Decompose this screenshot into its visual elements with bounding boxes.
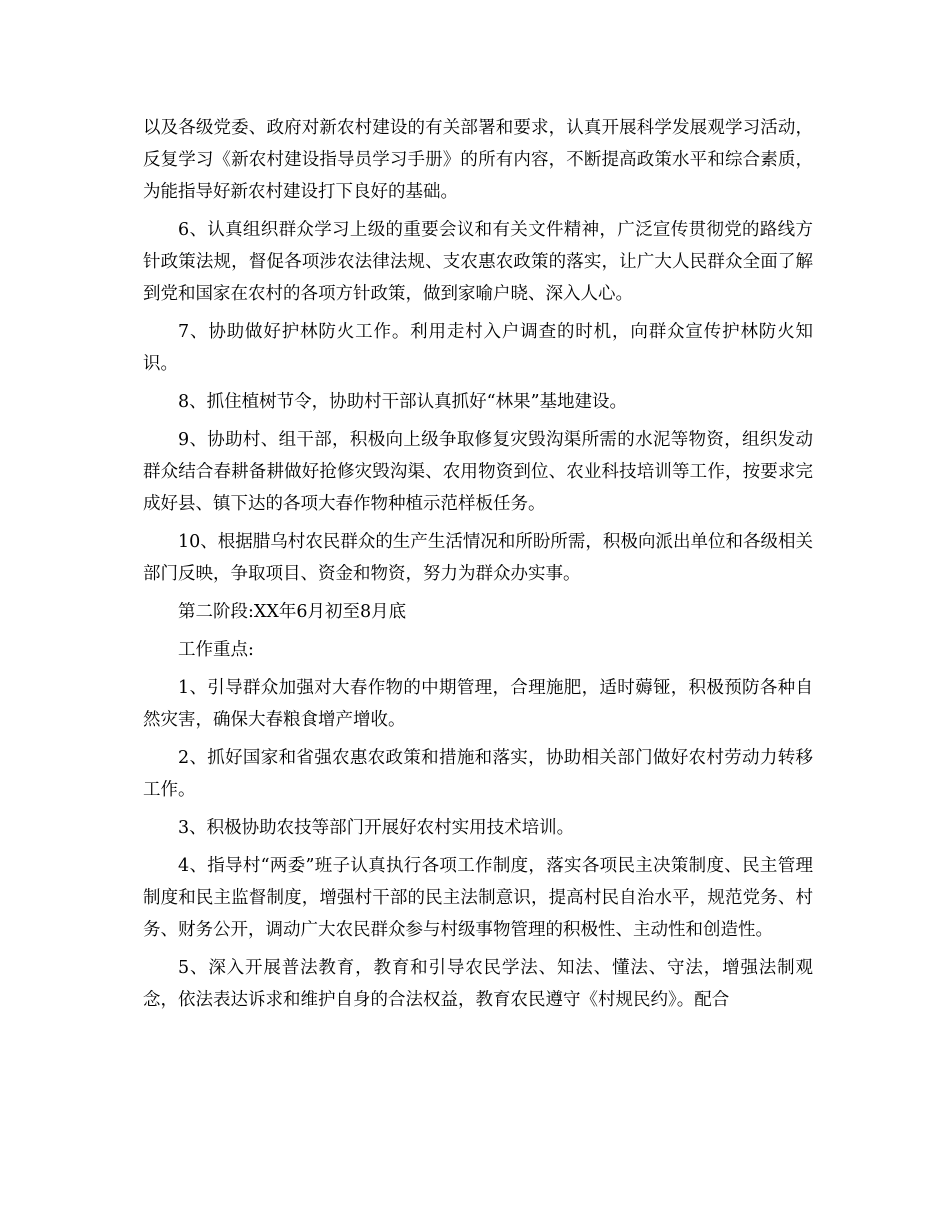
paragraph-focus-5: 5、深入开展普法教育，教育和引导农民学法、知法、懂法、守法，增强法制观念，依法表达诉求和维护自身的合法权益，教育农民遵守《村规民约》。配合 <box>143 958 813 1010</box>
paragraph-item-10: 10、根据腊乌村农民群众的生产生活情况和所盼所需，积极向派出单位和各级相关部门反映，争取项目、资金和物资，努力为群众办实事。 <box>143 532 813 584</box>
paragraph-item-6: 6、认真组织群众学习上级的重要会议和有关文件精神，广泛宣传贯彻党的路线方针政策法规，督促各项涉农法律法规、支农惠农政策的落实，让广大人民群众全面了解到党和国家在农村的各项方针政策，做到家喻户晓、深入人心。 <box>143 220 813 304</box>
paragraph-item-8: 8、抓住植树节令，协助村干部认真抓好“林果”基地建设。 <box>178 392 628 412</box>
paragraph-focus-3: 3、积极协助农技等部门开展好农村实用技术培训。 <box>178 818 575 838</box>
paragraph-focus-4: 4、指导村“两委”班子认真执行各项工作制度，落实各项民主决策制度、民主管理制度和民主监督制度，增强村干部的民主法制意识，提高村民自治水平，规范党务、村务、财务公开，调动广大农民群众参与村级事物管理的积极性、主动性和创造性。 <box>143 856 813 940</box>
section-heading-stage-two: 第二阶段:XX年6月初至8月底 <box>178 602 407 622</box>
paragraph-focus-1: 1、引导群众加强对大春作物的中期管理，合理施肥，适时薅铔，积极预防各种自然灾害，确保大春粮食增产增收。 <box>143 678 813 730</box>
paragraph-item-7: 7、协助做好护林防火工作。利用走村入户调查的时机，向群众宣传护林防火知识。 <box>143 322 813 374</box>
paragraph-focus-2: 2、抓好国家和省强农惠农政策和措施和落实，协助相关部门做好农村劳动力转移工作。 <box>143 748 813 800</box>
paragraph-item-9: 9、协助村、组干部，积极向上级争取修复灾毁沟渠所需的水泥等物资，组织发动群众结合春耕备耕做好抢修灾毁沟渠、农用物资到位、农业科技培训等工作，按要求完成好县、镇下达的各项大春作物种植示范样板任务。 <box>143 430 813 514</box>
paragraph-continued: 以及各级党委、政府对新农村建设的有关部署和要求，认真开展科学发展观学习活动，反复学习《新农村建设指导员学习手册》的所有内容，不断提高政策水平和综合素质，为能指导好新农村建设打下良好的基础。 <box>143 118 813 202</box>
document-body <box>143 112 813 1022</box>
section-subheading-focus: 工作重点: <box>178 640 254 660</box>
